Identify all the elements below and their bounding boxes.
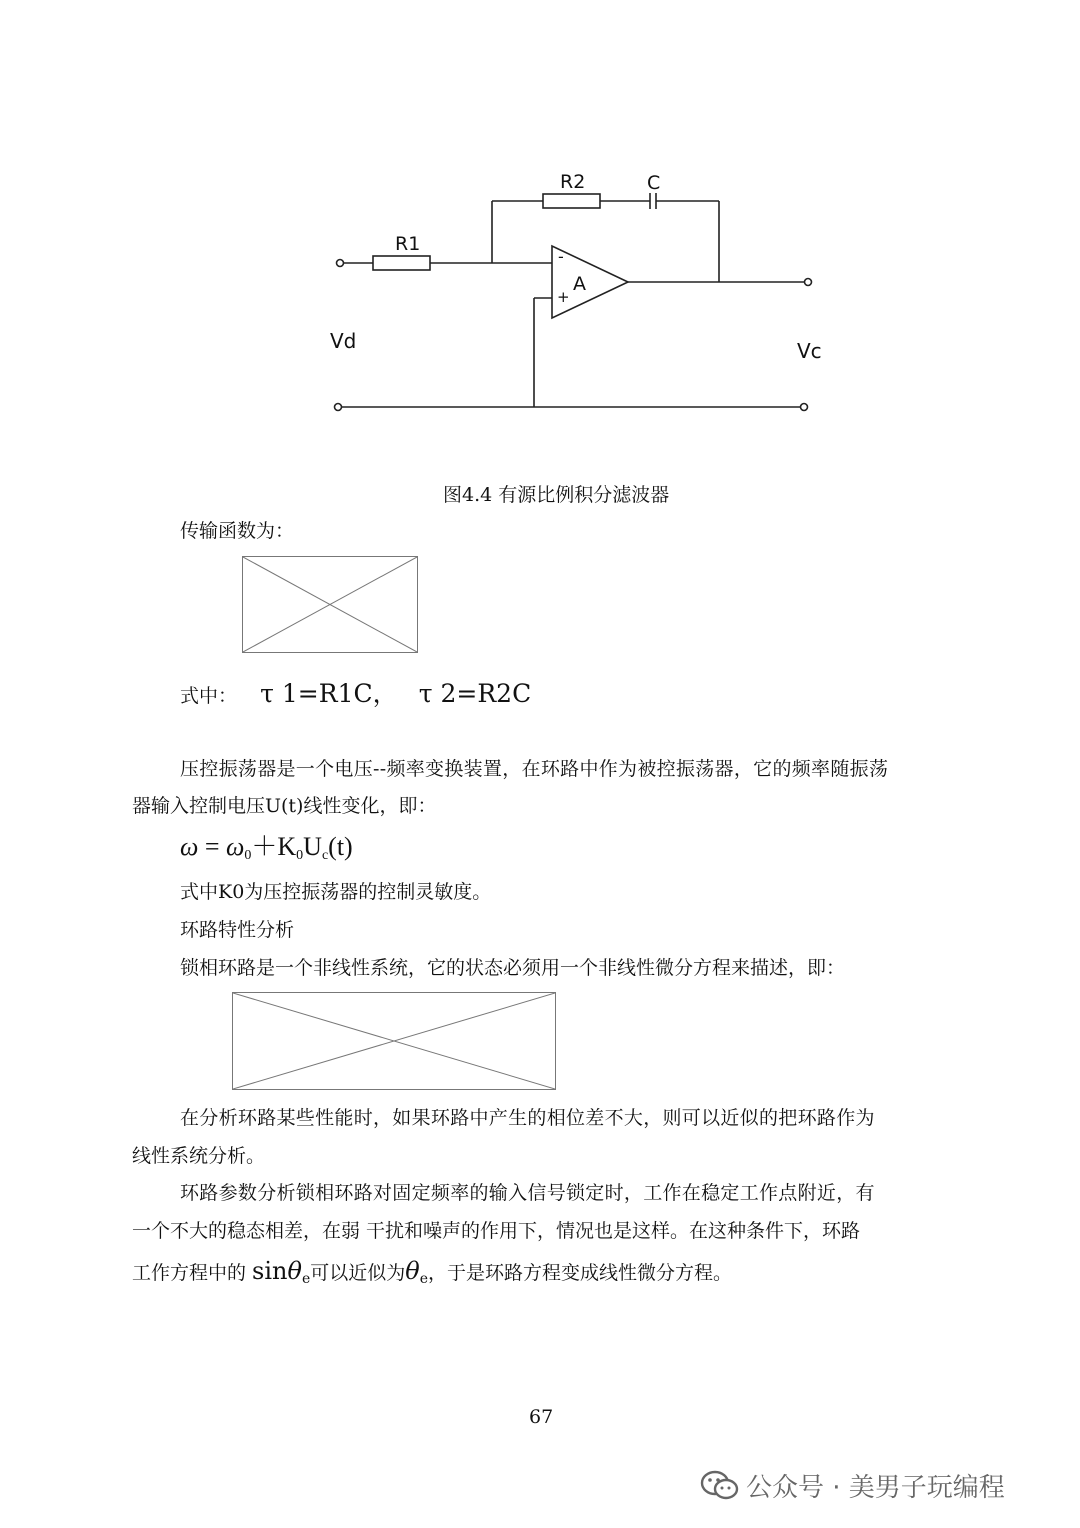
paragraph-param-line2: 一个不大的稳态相差，在弱 干扰和噪声的作用下，情况也是这样。在这种条件下，环路 (132, 1220, 861, 1242)
image-placeholder-pll (232, 992, 556, 1090)
param-text-c: ，于是环路方程变成线性微分方程。 (428, 1262, 733, 1284)
param-text-b: 可以近似为 (310, 1262, 406, 1284)
terminal-out-bottom (801, 404, 808, 411)
watermark-text: 公众号 · 美男子玩编程 (746, 1473, 1005, 1503)
label-c: C (647, 172, 661, 194)
paragraph-k0: 式中K0为压控振荡器的控制灵敏度。 (180, 881, 492, 903)
paragraph-linear-line1: 在分析环路某些性能时，如果环路中产生的相位差不大，则可以近似的把环路作为 (180, 1107, 875, 1129)
paragraph-vco-line1: 压控振荡器是一个电压--频率变换装置，在环路中作为被控振荡器，它的频率随振荡 (180, 758, 889, 780)
label-r2: R2 (560, 171, 586, 193)
label-amp: A (573, 273, 586, 295)
equation-vco (180, 832, 353, 871)
tau-line (180, 674, 531, 710)
paragraph-vco-line2: 器输入控制电压U(t)线性变化，即： (132, 795, 437, 817)
resistor-r1 (373, 256, 430, 270)
param-sub1: e (301, 1271, 311, 1287)
param-sin: sin (252, 1257, 288, 1285)
eq-equals: = (198, 832, 227, 861)
circuit-diagram (0, 0, 1080, 470)
label-r1: R1 (395, 233, 421, 255)
label-vd: Vd (330, 329, 357, 353)
page-number: 67 (529, 1406, 554, 1428)
param-sub2: e (419, 1271, 429, 1287)
eq-subc: c (321, 848, 329, 863)
resistor-r2 (543, 194, 600, 208)
tau-prefix: 式中： (180, 685, 238, 707)
watermark (700, 1467, 1005, 1504)
eq-plus-k: ＋K (251, 832, 297, 861)
paragraph-pll: 锁相环路是一个非线性系统，它的状态必须用一个非线性微分方程来描述，即： (180, 957, 846, 979)
image-placeholder-transfer (242, 556, 418, 653)
wechat-icon (700, 1469, 740, 1503)
eq-sub0: 0 (244, 848, 252, 863)
eq-subk: 0 (296, 848, 304, 863)
terminal-out-top (805, 279, 812, 286)
eq-omega: ω (180, 832, 199, 861)
tau1: τ 1=R1C， (260, 679, 398, 708)
param-text-a: 工作方程中的 (132, 1262, 253, 1284)
label-minus: - (558, 247, 564, 266)
terminal-in-bottom (335, 404, 342, 411)
paragraph-param-line3 (132, 1259, 732, 1291)
eq-u: U (303, 832, 322, 861)
tau2: τ 2=R2C (418, 679, 532, 708)
terminal-in-top (337, 260, 344, 267)
paragraph-transfer-function: 传输函数为： (180, 520, 295, 542)
label-plus: + (557, 288, 570, 306)
param-theta1: θ (287, 1257, 302, 1285)
figure-caption: 图4.4 有源比例积分滤波器 (443, 484, 670, 506)
param-theta2: θ (405, 1257, 420, 1285)
eq-t: (t) (328, 832, 353, 861)
eq-omega0: ω (226, 832, 245, 861)
paragraph-param-line1: 环路参数分析锁相环路对固定频率的输入信号锁定时，工作在稳定工作点附近，有 (180, 1182, 875, 1204)
heading-loop-analysis: 环路特性分析 (180, 919, 295, 941)
paragraph-linear-line2: 线性系统分析。 (132, 1145, 266, 1167)
label-vc: Vc (797, 339, 822, 363)
